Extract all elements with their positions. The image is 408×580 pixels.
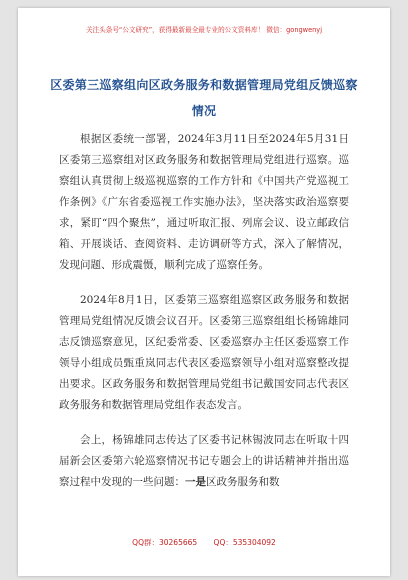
paragraph-3 [59,430,349,493]
document-title: 区委第三巡察组向区政务服务和数据管理局党组反馈巡察情况 [50,78,358,118]
footer-contact [18,537,390,548]
footer-qq-group: QQ群：30265665 [132,538,198,547]
header-banner: 关注头条号“公文研究”，获得最新最全最专业的公文资料库！ 微信：gongwenyj [85,26,323,34]
paragraph-3-text: 会上，杨锦雄同志传达了区委书记林锡波同志在听取十四届新会区委第六轮巡察情况书记专题会上的讲话精神并指出巡察过程中发现的一些问题： [59,434,349,488]
paragraph-3-tail: 区政务服务和数 [206,476,280,488]
paragraph-3-emphasis: 一是 [185,476,206,488]
paragraph-1: 根据区委统一部署，2024年3月11日至2024年5月31日区委第三巡察组对区政务服务和数据管理局党组进行巡察。巡察组认真贯彻上级巡视巡察的工作方针和《中国共产党巡视工作条例》《广东省委巡视工作实施办法》，坚决落实政治巡察要求，紧盯“四个聚焦”，通过听取汇报、列席会议、设立邮政信箱、开展谈话、查阅资料、走访调研等方式，深入了解情况，发现问题、形成震慑，顺利完成了巡察任务。 [59,133,349,271]
document-body [59,129,349,507]
footer-qq: QQ：535304092 [213,538,276,547]
paragraph-2: 2024年8月1日，区委第三巡察组巡察区政务服务和数据管理局党组情况反馈会议召开。区委第三巡察组组长杨锦雄同志反馈巡察意见，区纪委常委、区委巡察办主任区委巡察工作领导小组成员甄重岚同志代表区委巡察领导小组对巡察整改提出要求。区政务服务和数据管理局党组书记戴国安同志代表区政务服务和数据管理局党组作表态发言。 [59,294,349,411]
document-page [18,8,390,576]
